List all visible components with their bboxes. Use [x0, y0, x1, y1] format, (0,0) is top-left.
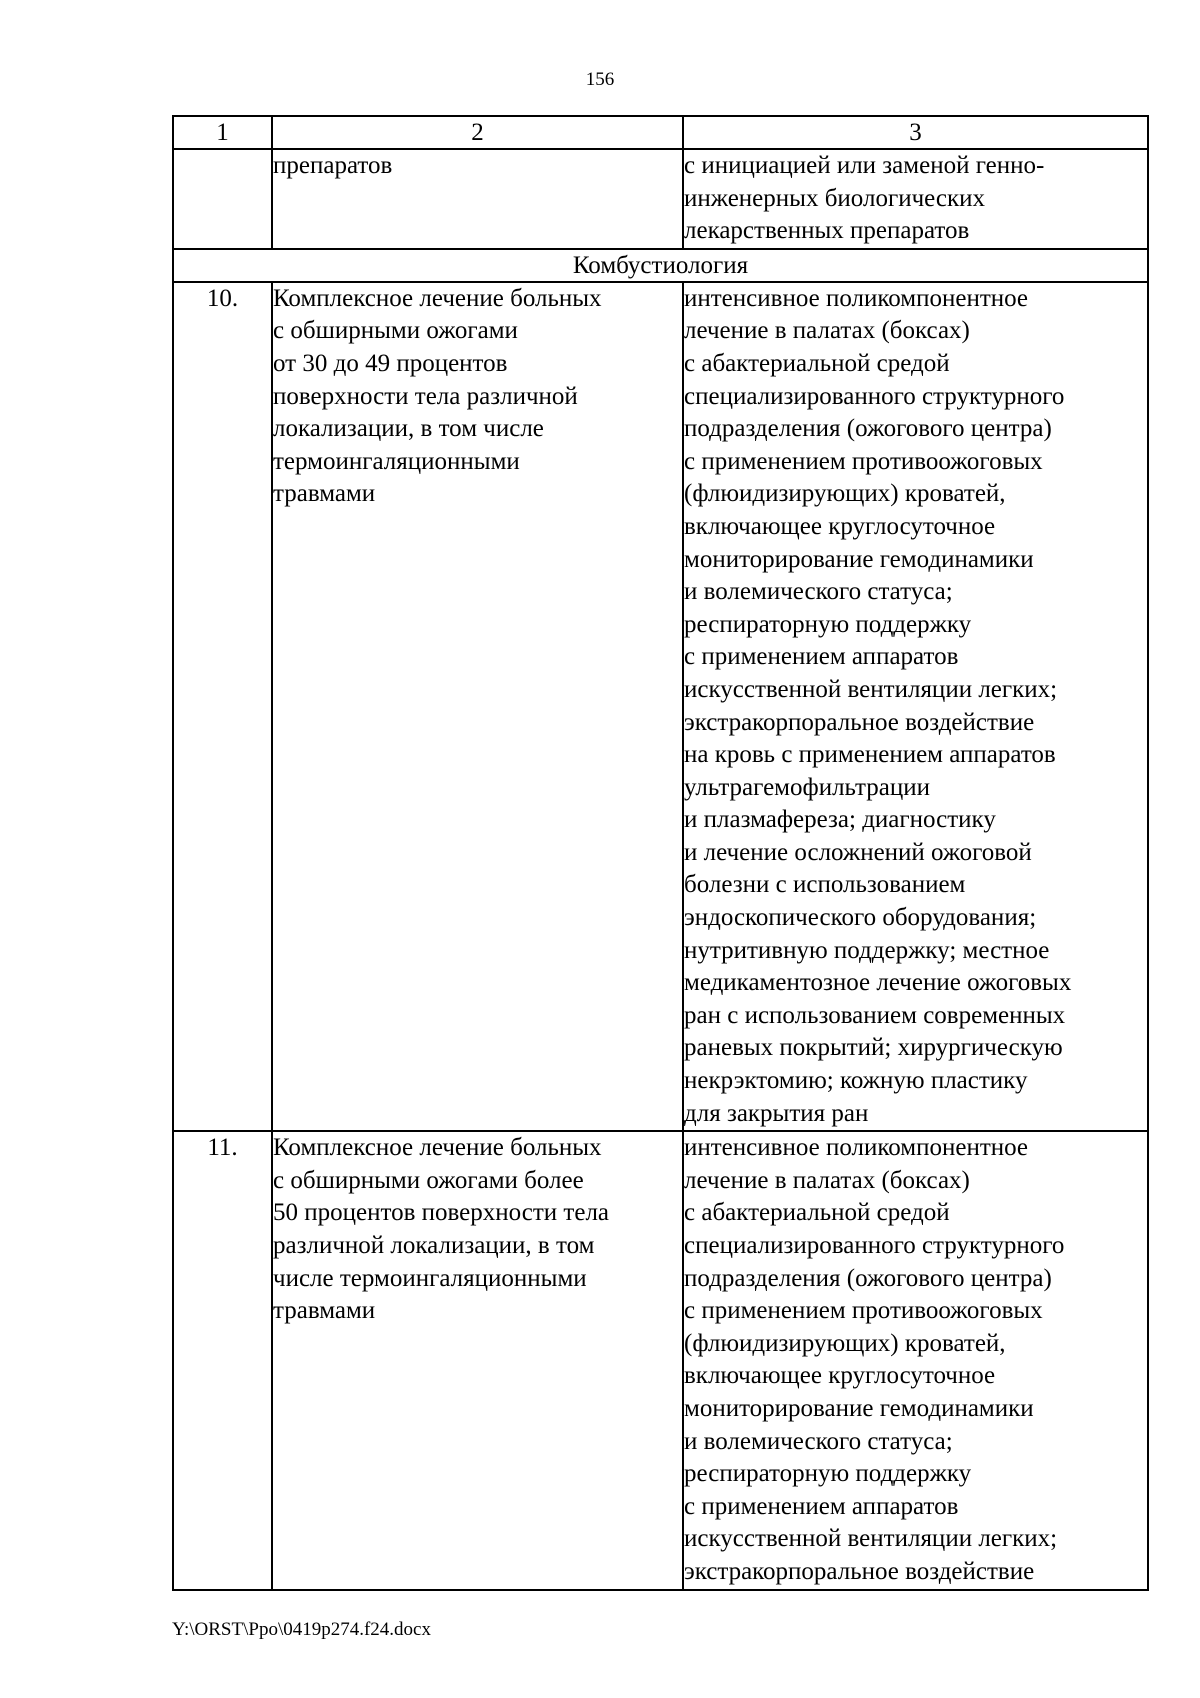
text-line: искусственной вентиляции легких;: [684, 1525, 1058, 1553]
text-line: от 30 до 49 процентов: [273, 349, 508, 377]
text-line: Комплексное лечение больных: [273, 1134, 602, 1162]
text-line: поверхности тела различной: [273, 382, 578, 410]
text-line: некрэктомию; кожную пластику: [684, 1067, 1028, 1095]
row-number: 11.: [173, 1131, 272, 1589]
procedures-table: [172, 115, 1149, 1591]
treatment-name-cell: [272, 1131, 683, 1589]
text-line: с применением противоожоговых: [684, 447, 1043, 475]
text-line: включающее круглосуточное: [684, 1362, 996, 1390]
text-line: респираторную поддержку: [684, 610, 972, 638]
column-header-1: 1: [173, 116, 272, 149]
text-line: подразделения (ожогового центра): [684, 415, 1052, 443]
row-number: 10.: [173, 282, 272, 1131]
section-row: [173, 249, 1148, 282]
text-line: с инициацией или заменой генно-: [684, 152, 1045, 179]
text-line: и лечение осложнений ожоговой: [684, 838, 1032, 866]
section-title: Комбустиология: [173, 249, 1148, 282]
text-line: с применением противоожоговых: [684, 1297, 1043, 1325]
text-line: с абактериальной средой: [684, 349, 950, 377]
text-line: различной локализации, в том: [273, 1232, 595, 1259]
text-line: ультрагемофильтрации: [684, 773, 930, 801]
text-line: специализированного структурного: [684, 382, 1065, 410]
text-line: экстракорпоральное воздействие: [684, 708, 1035, 736]
text-line: с применением аппаратов: [684, 643, 959, 671]
text-line: мониторирование гемодинамики: [684, 545, 1034, 573]
file-path-footer: Y:\ORST\Ppo\0419p274.f24.docx: [172, 1619, 431, 1640]
text-line: искусственной вентиляции легких;: [684, 675, 1058, 703]
text-line: респираторную поддержку: [684, 1460, 972, 1488]
continuation-method-cell: [683, 149, 1148, 249]
text-line: локализации, в том числе: [273, 415, 544, 443]
treatment-method-cell: [683, 1131, 1148, 1589]
text-line: интенсивное поликомпонентное: [684, 1134, 1029, 1162]
text-line: инженерных биологических: [684, 184, 985, 212]
text-line: (флюидизирующих) кроватей,: [684, 480, 1006, 508]
text-line: нутритивную поддержку; местное: [684, 936, 1050, 964]
text-line: экстракорпоральное воздействие: [684, 1557, 1035, 1585]
continuation-row: [173, 149, 1148, 249]
text-line: Комплексное лечение больных: [273, 284, 602, 312]
text-line: с обширными ожогами: [273, 317, 518, 345]
page-number: 156: [585, 69, 615, 90]
table-row: [173, 282, 1148, 1131]
column-header-3: 3: [683, 116, 1148, 149]
treatment-name-cell: [272, 282, 683, 1131]
continuation-name-cell: [272, 149, 683, 249]
column-header-2: 2: [272, 116, 683, 149]
table-row: [173, 1131, 1148, 1589]
text-line: медикаментозное лечение ожоговых: [684, 969, 1072, 997]
text-line: на кровь с применением аппаратов: [684, 741, 1056, 769]
treatment-method-cell: [683, 282, 1148, 1131]
text-line: лечение в палатах (боксах): [684, 317, 970, 345]
text-line: мониторирование гемодинамики: [684, 1394, 1034, 1422]
text-line: и волемического статуса;: [684, 578, 953, 606]
text-line: и плазмафереза; диагностику: [684, 806, 996, 834]
table-header-row: [173, 116, 1148, 149]
text-line: травмами: [273, 480, 376, 508]
text-line: болезни с использованием: [684, 871, 966, 899]
text-line: с обширными ожогами более: [273, 1166, 584, 1194]
text-line: ран с использованием современных: [684, 1001, 1066, 1029]
text-line: лекарственных препаратов: [684, 217, 970, 245]
text-line: интенсивное поликомпонентное: [684, 284, 1029, 312]
text-line: 50 процентов поверхности тела: [273, 1199, 610, 1227]
text-line: термоингаляционными: [273, 447, 520, 475]
text-line: включающее круглосуточное: [684, 512, 996, 540]
text-line: с применением аппаратов: [684, 1492, 959, 1520]
text-line: и волемического статуса;: [684, 1427, 953, 1455]
text-line: раневых покрытий; хирургическую: [684, 1034, 1063, 1062]
text-line: числе термоингаляционными: [273, 1264, 587, 1292]
text-line: (флюидизирующих) кроватей,: [684, 1329, 1006, 1357]
text-line: травмами: [273, 1297, 376, 1325]
text-line: с абактериальной средой: [684, 1199, 950, 1227]
text-line: лечение в палатах (боксах): [684, 1166, 970, 1194]
text-line: подразделения (ожогового центра): [684, 1264, 1052, 1292]
continuation-number-cell: [173, 149, 272, 249]
text-line: для закрытия ран: [684, 1099, 869, 1127]
text-line: специализированного структурного: [684, 1232, 1065, 1259]
text-line: препаратов: [273, 152, 393, 179]
text-line: эндоскопического оборудования;: [684, 904, 1037, 932]
